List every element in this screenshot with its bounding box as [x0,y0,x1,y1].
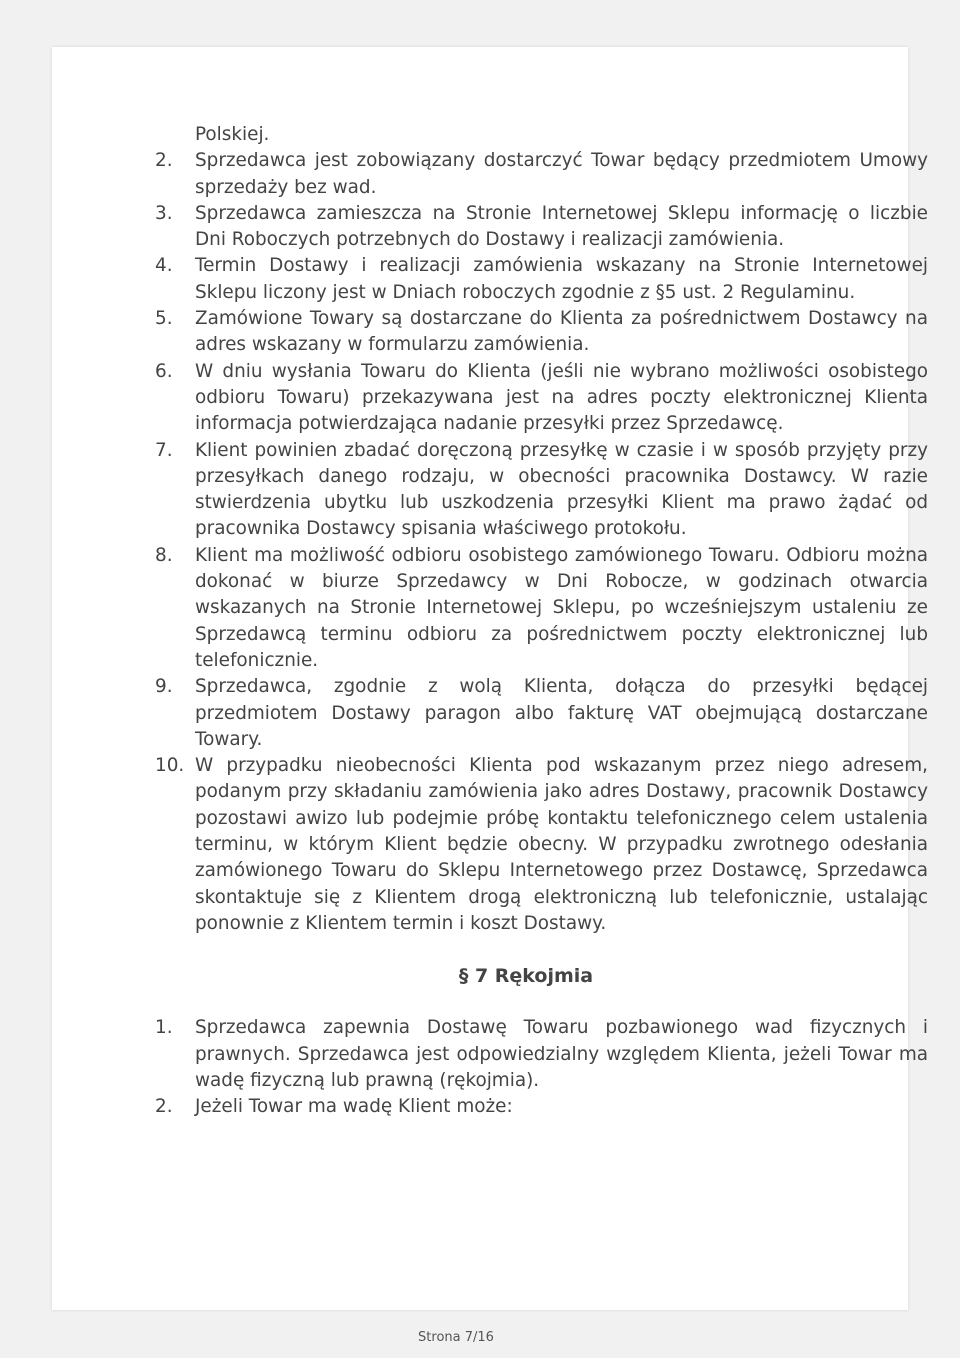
item-text: Termin Dostawy i realizacji zamówienia wskazany na Stronie Internetowej Sklepu liczony jest w Dniach roboczych zgodnie z §5 ust. 2 Regulaminu. [195,255,928,303]
item-text: Sprzedawca, zgodnie z wolą Klienta, dołącza do przesyłki będącej przedmiotem Dostawy paragon albo fakturę VAT obejmującą dostarczane Towary. [195,676,928,750]
item-number: 3. [155,202,173,224]
item-text: W przypadku nieobecności Klienta pod wskazanym przez niego adresem, podanym przy składaniu zamówienia jako adres Dostawy, pracownik Dostawcy pozostawi awizo lub podejmie próbę kontaktu telefonicznego celem ustalenia terminu, w którym Klient będzie obecny. W przypadku zwrotnego odesłania zamówionego Towaru do Sklepu Internetowego przez Dostawcę, Sprzedawca skontaktuje się z Klientem drogą elektroniczną lub telefonicznie, ustalając ponownie z Klientem termin i koszt Dostawy. [195,755,928,934]
item-number: 7. [155,439,173,461]
item-number: 10. [155,755,185,777]
list-item [104,753,928,937]
document-page [52,47,928,1310]
list-item [104,1094,928,1120]
item-text: Sprzedawca zamieszcza na Stronie Internetowej Sklepu informację o liczbie Dni Roboczych potrzebnych do Dostawy i realizacji zamówienia. [195,202,928,251]
item-text: Klient powinien zbadać doręczoną przesyłkę w czasie i w sposób przyjęty przy przesyłkach danego rodzaju, w obecności pracownika Dostawcy. W razie stwierdzenia ubytku lub uszkodzenia przesyłki Klient ma prawo żądać od pracownika Dostawcy spisania właściwego protokołu. [195,439,928,540]
list-item [104,148,928,201]
item-text: Sprzedawca zapewnia Dostawę Towaru pozbawionego wad fizycznych i prawnych. Sprzedawca jest odpowiedzialny względem Klienta, jeżeli Towar ma wadę fizyczną lub prawną (rękojmia). [195,1017,928,1091]
continuation-text: Polskiej. [195,124,270,145]
page-number: Strona 7/16 [418,1330,494,1345]
item-number: 2. [155,150,173,172]
section-heading [104,963,928,989]
item-text: Zamówione Towary są dostarczane do Klienta za pośrednictwem Dostawcy na adres wskazany w formularzu zamówienia. [195,308,928,356]
list-item [104,674,928,753]
item-number: 1. [155,1017,173,1039]
item-text: Klient ma możliwość odbioru osobistego zamówionego Towaru. Odbioru można dokonać w biurze Sprzedawcy w Dni Robocze, w godzinach otwarcia wskazanych na Stronie Internetowej Sklepu, po wcześniejszym ustaleniu ze Sprzedawcą terminu odbioru za pośrednictwem poczty elektronicznej lub telefonicznie. [195,544,928,671]
list-item [104,306,928,359]
list-item [104,201,928,254]
item-number: 4. [155,255,173,277]
item-text: Sprzedawca jest zobowiązany dostarczyć Towar będący przedmiotem Umowy sprzedaży bez wad. [195,150,928,198]
delivery-list [104,148,928,937]
list-item [104,359,928,438]
list-item [104,543,928,674]
item-text: Jeżeli Towar ma wadę Klient może: [195,1096,513,1118]
continuation-line [104,122,928,148]
list-item [104,438,928,543]
page-content [104,122,928,1120]
item-text: W dniu wysłania Towaru do Klienta (jeśli nie wybrano możliwości osobistego odbioru Towaru) przekazywana jest na adres poczty elektronicznej Klienta informacja potwierdzająca nadanie przesyłki przez Sprzedawcę. [195,360,928,435]
item-number: 9. [155,676,173,698]
item-number: 2. [155,1096,173,1118]
section-heading-text: § 7 Rękojmia [458,965,594,988]
item-number: 6. [155,360,173,382]
list-item [104,253,928,306]
warranty-list [104,1015,928,1120]
list-item [104,1015,928,1094]
item-number: 5. [155,308,173,330]
item-number: 8. [155,544,173,566]
